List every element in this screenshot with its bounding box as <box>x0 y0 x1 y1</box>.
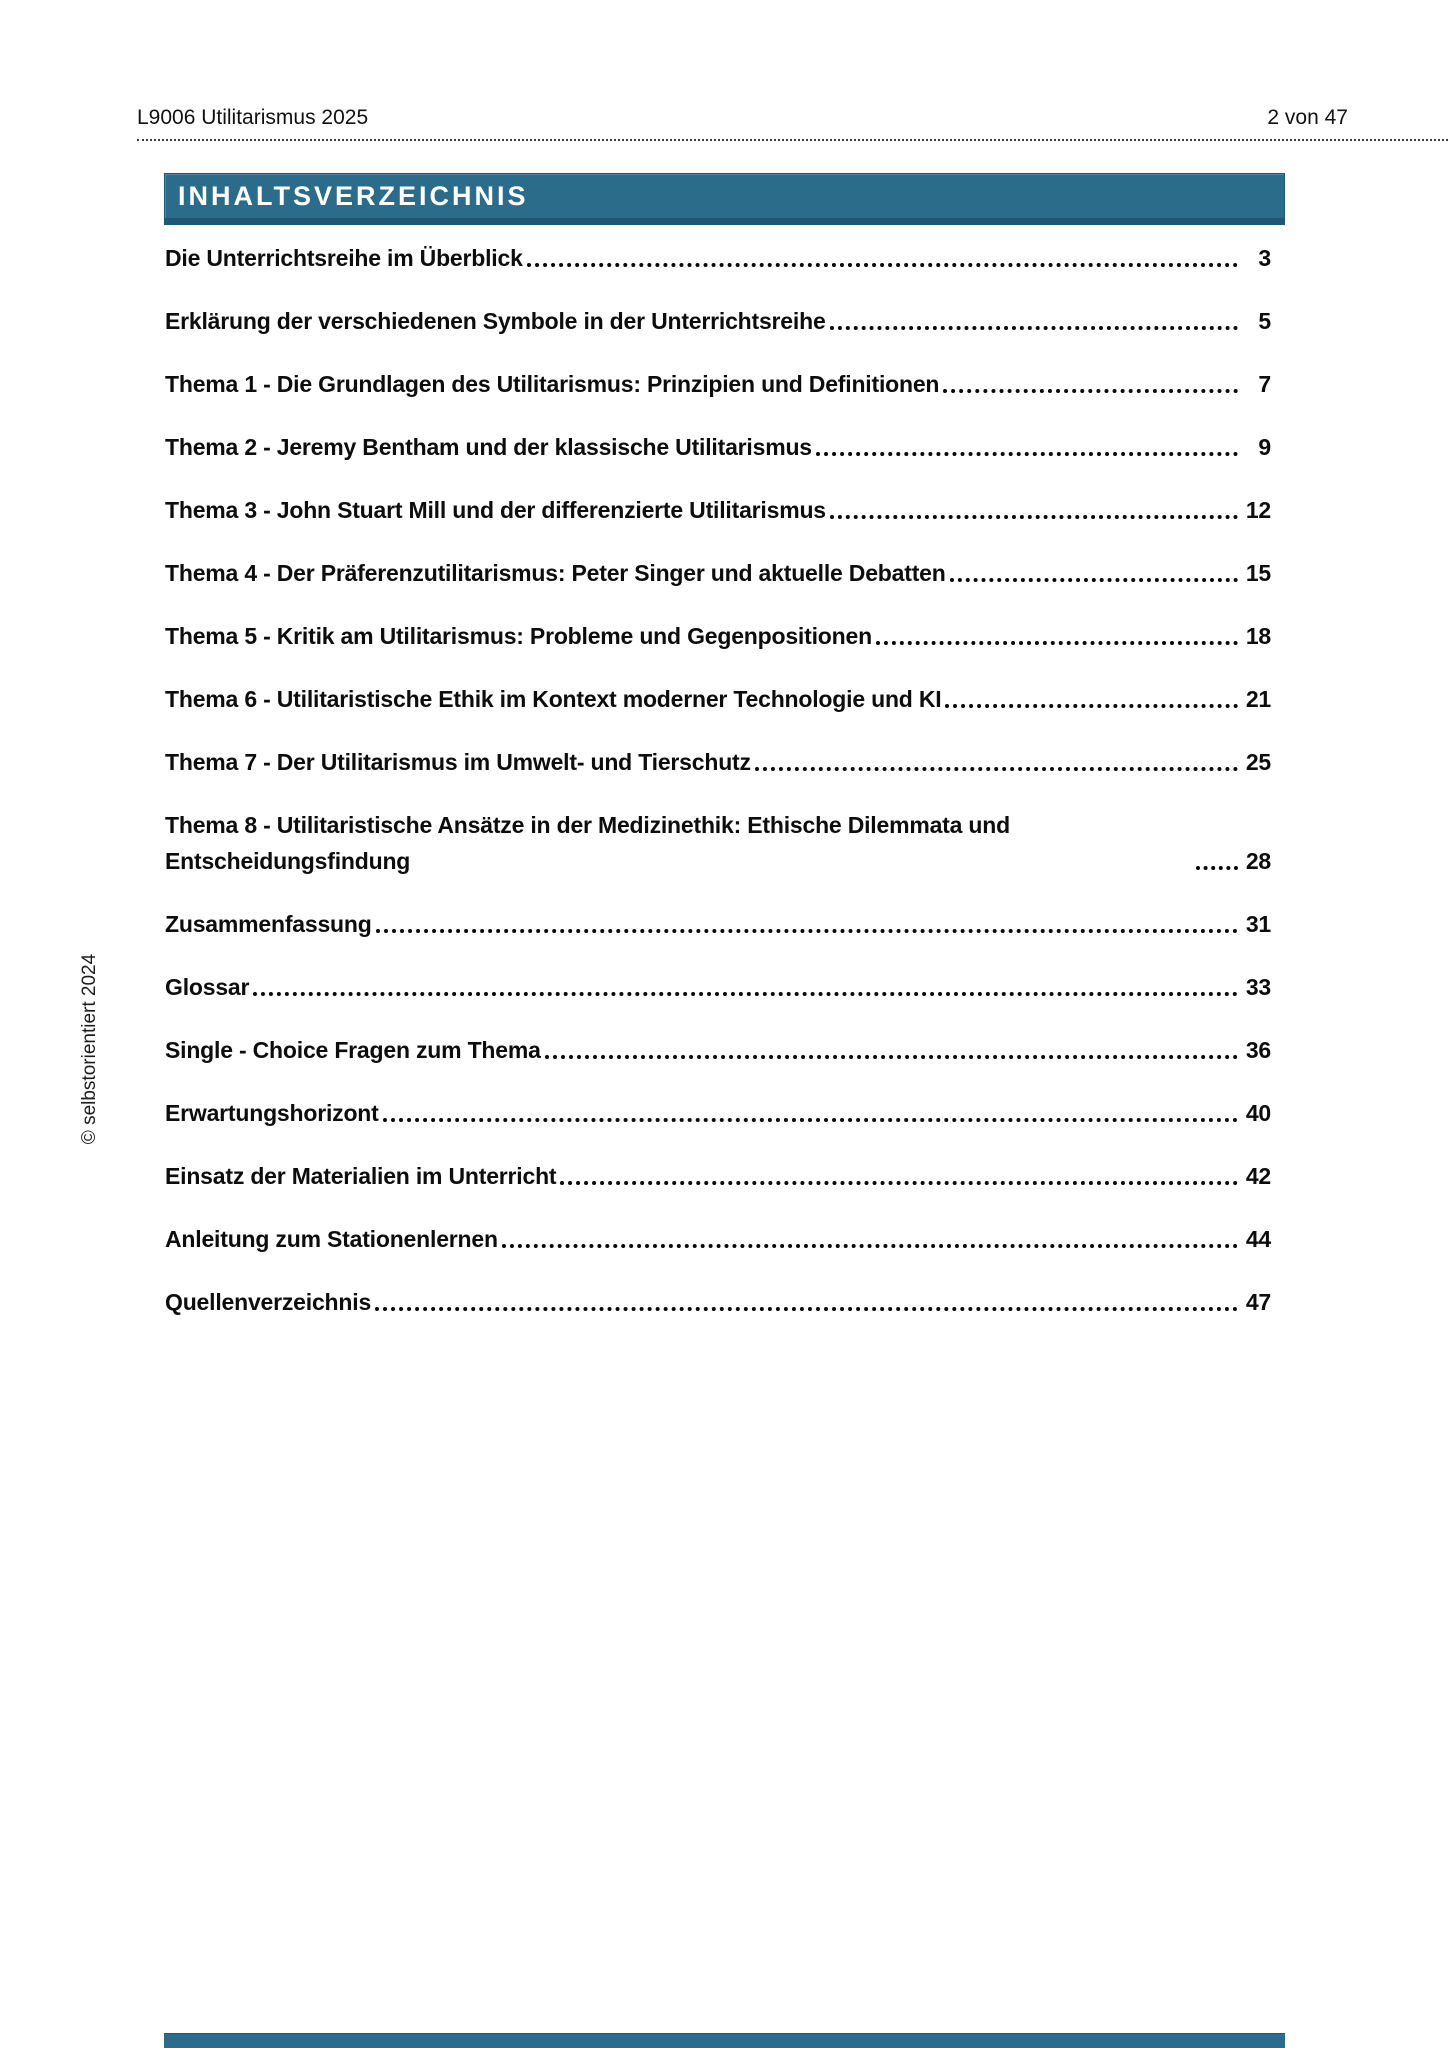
toc-entry-label: Glossar <box>165 974 250 1000</box>
toc-entry-label: Thema 3 - John Stuart Mill und der differenzierte Utilitarismus <box>165 497 826 523</box>
toc-leader-dots <box>560 1181 1238 1185</box>
toc-page-number: 47 <box>1245 1289 1271 1315</box>
toc-entry[interactable] <box>165 240 1271 276</box>
document-header <box>137 106 1448 141</box>
toc-page-number: 18 <box>1245 623 1271 649</box>
toc-entry-label: Einsatz der Materialien im Unterricht <box>165 1163 557 1189</box>
toc-entry-label: Erwartungshorizont <box>165 1100 379 1126</box>
toc-entry-label: Thema 6 - Utilitaristische Ethik im Kontext moderner Technologie und KI <box>165 686 942 712</box>
toc-entry-label: Quellenverzeichnis <box>165 1289 372 1315</box>
toc-leader-dots <box>876 641 1238 645</box>
toc-leader-dots <box>253 992 1238 996</box>
toc-entry[interactable] <box>165 555 1271 591</box>
toc-entry[interactable] <box>165 1284 1271 1320</box>
copyright-vertical-text: © selbstorientiert 2024 <box>79 953 100 1145</box>
toc-entry-label: Zusammenfassung <box>165 911 372 937</box>
toc-page-number: 42 <box>1245 1163 1271 1189</box>
toc-leader-dots <box>943 389 1238 393</box>
toc-leader-dots <box>950 578 1238 582</box>
toc-entry[interactable] <box>165 1221 1271 1257</box>
toc-page-number: 33 <box>1245 974 1271 1000</box>
header-page-indicator: 2 von 47 <box>1267 106 1348 129</box>
toc-entry[interactable] <box>165 744 1271 780</box>
toc-entry-label: Die Unterrichtsreihe im Überblick <box>165 245 523 271</box>
footer-accent-bar <box>164 2033 1285 2048</box>
toc-page-number: 44 <box>1245 1226 1271 1252</box>
toc-title: INHALTSVERZEICHNIS <box>178 180 529 211</box>
toc-page-number: 15 <box>1245 560 1271 586</box>
toc-entry[interactable] <box>165 969 1271 1005</box>
toc-entry-label: Thema 8 - Utilitaristische Ansätze in der Medizinethik: Ethische Dilemmata und Entscheidungsfindung <box>165 812 1010 874</box>
toc-entry[interactable] <box>165 618 1271 654</box>
toc-entry-label: Thema 7 - Der Utilitarismus im Umwelt- und Tierschutz <box>165 749 751 775</box>
toc-entry-label: Single - Choice Fragen zum Thema <box>165 1037 541 1063</box>
toc-leader-dots <box>545 1055 1238 1059</box>
toc-page-number: 28 <box>1245 848 1271 874</box>
toc-page-number: 5 <box>1258 308 1271 334</box>
toc-page-number: 31 <box>1245 911 1271 937</box>
toc-leader-dots <box>816 452 1238 456</box>
toc-entry[interactable] <box>165 681 1271 717</box>
toc-entry[interactable] <box>165 492 1271 528</box>
toc-page-number: 40 <box>1245 1100 1271 1126</box>
toc-page-number: 9 <box>1258 434 1271 460</box>
toc-page-number: 36 <box>1245 1037 1271 1063</box>
toc-page-number: 7 <box>1258 371 1271 397</box>
toc-leader-dots <box>830 326 1238 330</box>
toc-entry[interactable] <box>165 366 1271 402</box>
toc-leader-dots <box>945 704 1238 708</box>
toc-leader-dots <box>527 263 1238 267</box>
toc-leader-dots <box>1196 866 1238 870</box>
toc-entry[interactable] <box>165 906 1271 942</box>
toc-leader-dots <box>755 767 1238 771</box>
toc-leader-dots <box>830 515 1238 519</box>
toc-title-bar <box>164 173 1285 225</box>
toc-leader-dots <box>376 929 1238 933</box>
toc-leader-dots <box>375 1307 1238 1311</box>
toc-page-number: 12 <box>1245 497 1271 523</box>
toc-entry[interactable] <box>165 1158 1271 1194</box>
toc-entry[interactable] <box>165 303 1271 339</box>
toc-entry-label: Thema 1 - Die Grundlagen des Utilitarismus: Prinzipien und Definitionen <box>165 371 940 397</box>
toc-entry-label: Anleitung zum Stationenlernen <box>165 1226 498 1252</box>
toc-page-number: 3 <box>1258 245 1271 271</box>
toc-entry[interactable] <box>165 807 1271 879</box>
toc-entry[interactable] <box>165 429 1271 465</box>
toc-entry[interactable] <box>165 1032 1271 1068</box>
toc-entry-label: Thema 5 - Kritik am Utilitarismus: Probleme und Gegenpositionen <box>165 623 872 649</box>
toc-entry-label: Thema 2 - Jeremy Bentham und der klassische Utilitarismus <box>165 434 812 460</box>
toc-entry[interactable] <box>165 1095 1271 1131</box>
toc-list <box>165 240 1271 1347</box>
toc-page-number: 21 <box>1245 686 1271 712</box>
header-doc-code: L9006 Utilitarismus 2025 <box>137 106 369 129</box>
toc-entry-label: Thema 4 - Der Präferenzutilitarismus: Peter Singer und aktuelle Debatten <box>165 560 946 586</box>
toc-page-number: 25 <box>1245 749 1271 775</box>
toc-entry-label: Erklärung der verschiedenen Symbole in der Unterrichtsreihe <box>165 308 826 334</box>
toc-leader-dots <box>502 1244 1238 1248</box>
toc-leader-dots <box>383 1118 1238 1122</box>
